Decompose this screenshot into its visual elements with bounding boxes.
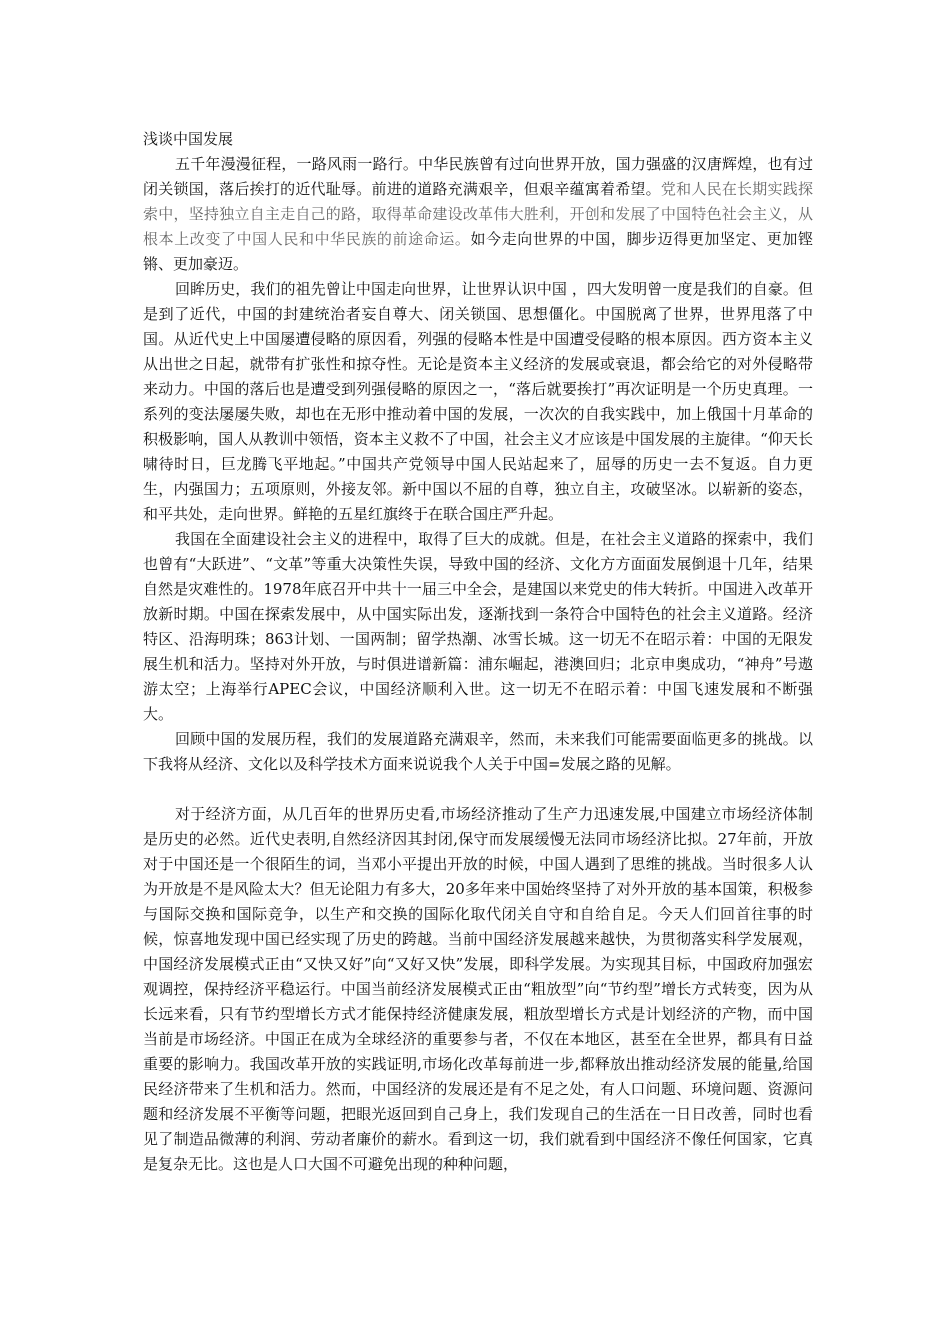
paragraph-intro bbox=[143, 152, 813, 277]
paragraph-intro-part-b: 党和人民在长期实践探索中，坚持独立自主走自己的路，取得革命建设改革伟大胜利，开创和发展了中国特色社会主义，从根本上改变了中国人民和中华民族的前途命运。 bbox=[143, 180, 813, 248]
paragraph-review: 回顾中国的发展历程，我们的发展道路充满艰辛，然而，未来我们可能需要面临更多的挑战。以下我将从经济、文化以及科学技术方面来说说我个人关于中国=发展之路的见解。 bbox=[143, 730, 813, 773]
document-title: 浅谈中国发展 bbox=[143, 130, 234, 148]
document-page bbox=[143, 127, 813, 1177]
paragraph-intro-part-a: 五千年漫漫征程，一路风雨一路行。中华民族曾有过向世界开放，国力强盛的汉唐辉煌，也有过闭关锁国，落后挨打的近代耻辱。前进的道路充满艰辛，但艰辛蕴寓着希望。 bbox=[143, 155, 813, 198]
paragraph-intro-part-c: 如今走向世界的中国，脚步迈得更加坚定、更加铿锵、更加豪迈。 bbox=[143, 230, 813, 273]
paragraph-socialism: 我国在全面建设社会主义的进程中，取得了巨大的成就。但是，在社会主义道路的探索中，我们也曾有“大跃进”、“文革”等重大决策性失误，导致中国的经济、文化方方面面发展倒退十几年，结果自然是灾难性的。1978年底召开中共十一届三中全会，是建国以来党史的伟大转折。中国进入改革开放新时期。中国在探索发展中，从中国实际出发，逐渐找到一条符合中国特色的社会主义道路。经济特区、沿海明珠；863计划、一国两制；留学热潮、冰雪长城。这一切无不在昭示着：中国的无限发展生机和活力。坚持对外开放，与时俱进谱新篇：浦东崛起，港澳回归；北京申奥成功，“神舟”号遨游太空；上海举行APEC会议，中国经济顺利入世。这一切无不在昭示着：中国飞速发展和不断强大。 bbox=[143, 530, 813, 723]
blank-line bbox=[143, 777, 813, 802]
paragraph-economy: 对于经济方面，从几百年的世界历史看,市场经济推动了生产力迅速发展,中国建立市场经济体制是历史的必然。近代史表明,自然经济因其封闭,保守而发展缓慢无法同市场经济比拟。27年前，开放对于中国还是一个很陌生的词，当邓小平提出开放的时候，中国人遇到了思维的挑战。当时很多人认为开放是不是风险太大？但无论阻力有多大，20多年来中国始终坚持了对外开放的基本国策，积极参与国际交换和国际竞争，以生产和交换的国际化取代闭关自守和自给自足。今天人们回首往事的时候，惊喜地发现中国已经实现了历史的跨越。当前中国经济发展越来越快，为贯彻落实科学发展观，中国经济发展模式正由“又快又好”向“又好又快”发展，即科学发展。为实现其目标，中国政府加强宏观调控，保持经济平稳运行。中国当前经济发展模式正由“粗放型”向“节约型”增长方式转变，因为从长远来看，只有节约型增长方式才能保持经济健康发展，粗放型增长方式是计划经济的产物，而中国当前是市场经济。中国正在成为全球经济的重要参与者，不仅在本地区，甚至在全世界，都具有日益重要的影响力。我国改革开放的实践证明,市场化改革每前进一步,都释放出推动经济发展的能量,给国民经济带来了生机和活力。然而，中国经济的发展还是有不足之处，有人口问题、环境问题、资源问题和经济发展不平衡等问题，把眼光返回到自己身上，我们发现自己的生活在一日日改善，同时也看见了制造品微薄的利润、劳动者廉价的薪水。看到这一切，我们就看到中国经济不像任何国家，它真是复杂无比。这也是人口大国不可避免出现的种种问题， bbox=[143, 805, 813, 1173]
paragraph-history: 回眸历史，我们的祖先曾让中国走向世界，让世界认识中国 ，四大发明曾一度是我们的自豪。但是到了近代，中国的封建统治者妄自尊大、闭关锁国、思想僵化。中国脱离了世界，世界甩落了中国。从近代史上中国屡遭侵略的原因看，列强的侵略本性是中国遭受侵略的根本原因。西方资本主义从出世之日起，就带有扩张性和掠夺性。无论是资本主义经济的发展或衰退，都会给它的对外侵略带来动力。中国的落后也是遭受到列强侵略的原因之一，“落后就要挨打”再次证明是一个历史真理。一系列的变法屡屡失败，却也在无形中推动着中国的发展，一次次的自我实践中，加上俄国十月革命的积极影响，国人从教训中领悟，资本主义救不了中国，社会主义才应该是中国发展的主旋律。“仰天长啸待时日，巨龙腾飞平地起。”中国共产党领导中国人民站起来了，屈辱的历史一去不复返。自力更生，内强国力；五项原则，外接友邻。新中国以不屈的自尊，独立自主，攻破坚冰。以崭新的姿态，和平共处，走向世界。鲜艳的五星红旗终于在联合国庄严升起。 bbox=[143, 280, 813, 523]
